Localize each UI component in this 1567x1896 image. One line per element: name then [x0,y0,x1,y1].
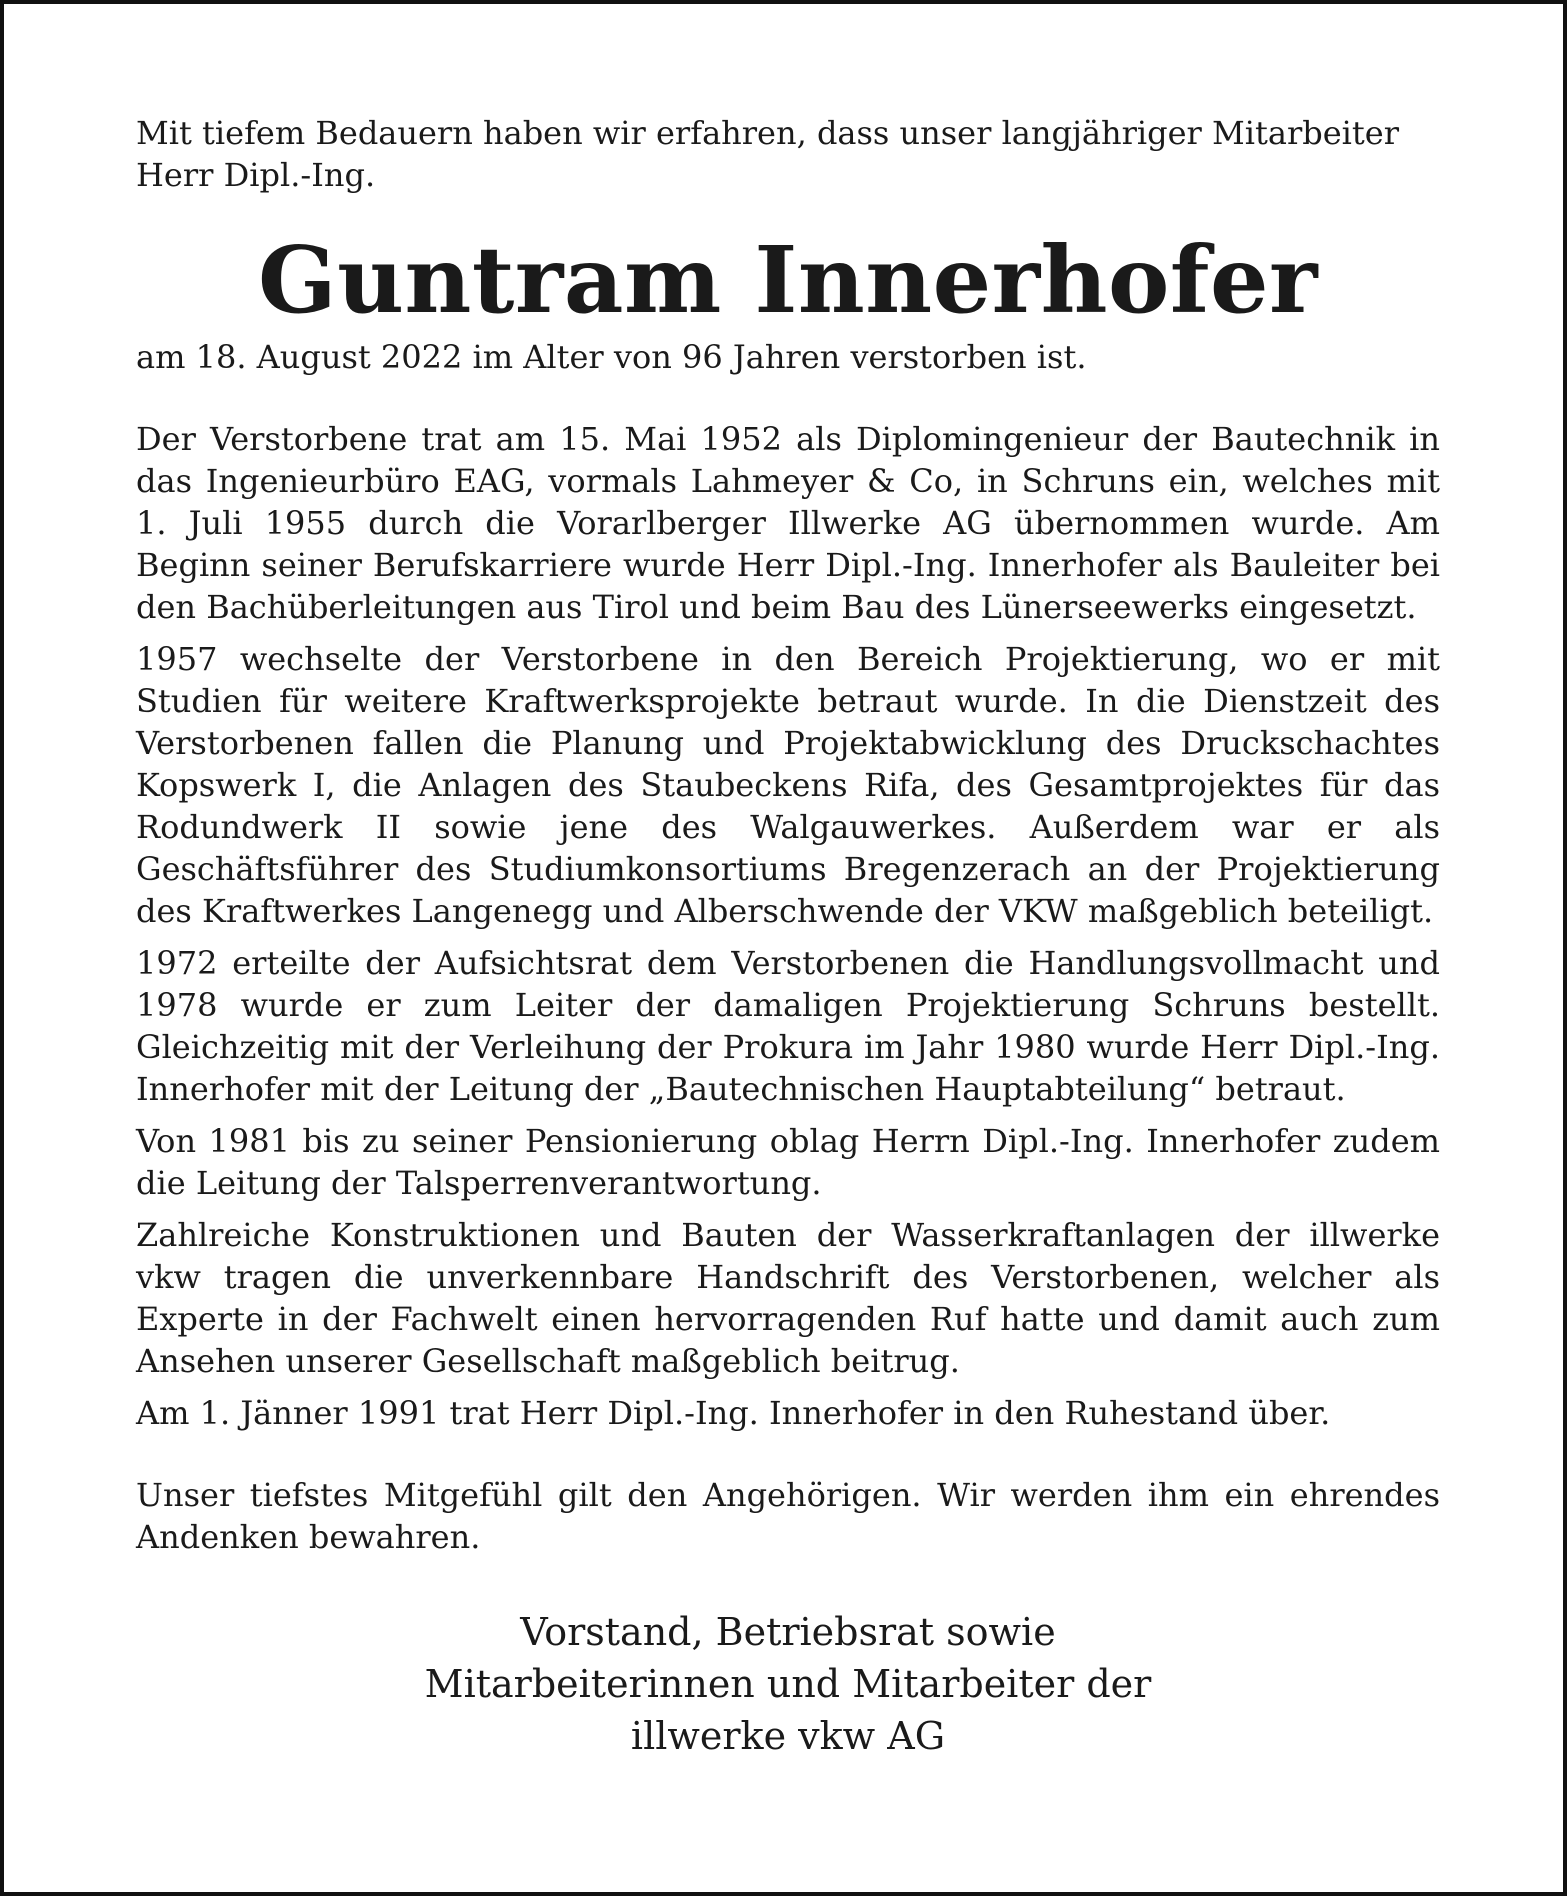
condolence-paragraph: Unser tiefstes Mitgefühl gilt den Angehörigen. Wir werden ihm ein ehrendes Andenken bewahren. [136,1476,1440,1556]
biography-paragraph-1: Der Verstorbene trat am 15. Mai 1952 als Diplomingenieur der Bautechnik in das Ingenieurbüro EAG, vormals Lahmeyer & Co, in Schruns ein, welches mit 1. Juli 1955 durch die Vorarlberger Illwerke AG übernommen wurde. Am Beginn seiner Berufskarriere wurde Herr Dipl.-Ing. Innerhofer als Bauleiter bei den Bachüberleitungen aus Tirol und beim Bau des Lünerseewerks eingesetzt. [136,420,1440,626]
biography-paragraph-5: Zahlreiche Konstruktionen und Bauten der Wasserkraftanlagen der illwerke vkw tragen die unverkennbare Handschrift des Verstorbenen, welcher als Experte in der Fachwelt einen hervorragenden Ruf hatte und damit auch zum Ansehen unserer Gesellschaft maßgeblich beitrug. [136,1216,1440,1380]
intro-line-2: Herr Dipl.-Ing. [136,156,376,194]
signature-block [136,1606,1440,1762]
biography-paragraph-2: 1957 wechselte der Verstorbene in den Bereich Projektierung, wo er mit Studien für weitere Kraftwerksprojekte betraut wurde. In die Dienstzeit des Verstorbenen fallen die Planung und Projektabwicklung des Druckschachtes Kopswerk I, die Anlagen des Staubeckens Rifa, des Gesamtprojektes für das Rodundwerk II sowie jene des Walgauwerkes. Außerdem war er als Geschäftsführer des Studiumkonsortiums Bregenzerach an der Projektierung des Kraftwerkes Langenegg und Alberschwende der VKW maßgeblich beteiligt. [136,640,1440,930]
biography-paragraph-6: Am 1. Jänner 1991 trat Herr Dipl.-Ing. Innerhofer in den Ruhestand über. [136,1394,1331,1432]
signature-line-2: Mitarbeiterinnen und Mitarbeiter der [424,1662,1152,1706]
signature-line-3: illwerke vkw AG [630,1714,946,1758]
biography-paragraph-3: 1972 erteilte der Aufsichtsrat dem Verstorbenen die Handlungsvollmacht und 1978 wurde er zum Leiter der damaligen Projektierung Schruns bestellt. Gleichzeitig mit der Verleihung der Prokura im Jahr 1980 wurde Herr Dipl.-Ing. Innerhofer mit der Leitung der „Bautechnischen Hauptabteilung“ betraut. [136,944,1440,1108]
death-line: am 18. August 2022 im Alter von 96 Jahren verstorben ist. [136,338,1087,376]
signature-line-1: Vorstand, Betriebsrat sowie [520,1610,1056,1654]
obituary-content [136,112,1440,1762]
deceased-name: Guntram Innerhofer [258,226,1318,334]
biography-paragraph-4: Von 1981 bis zu seiner Pensionierung oblag Herrn Dipl.-Ing. Innerhofer zudem die Leitung der Talsperrenverantwortung. [136,1122,1440,1202]
intro-line-1: Mit tiefem Bedauern haben wir erfahren, dass unser langjähriger Mitarbeiter [136,114,1399,152]
